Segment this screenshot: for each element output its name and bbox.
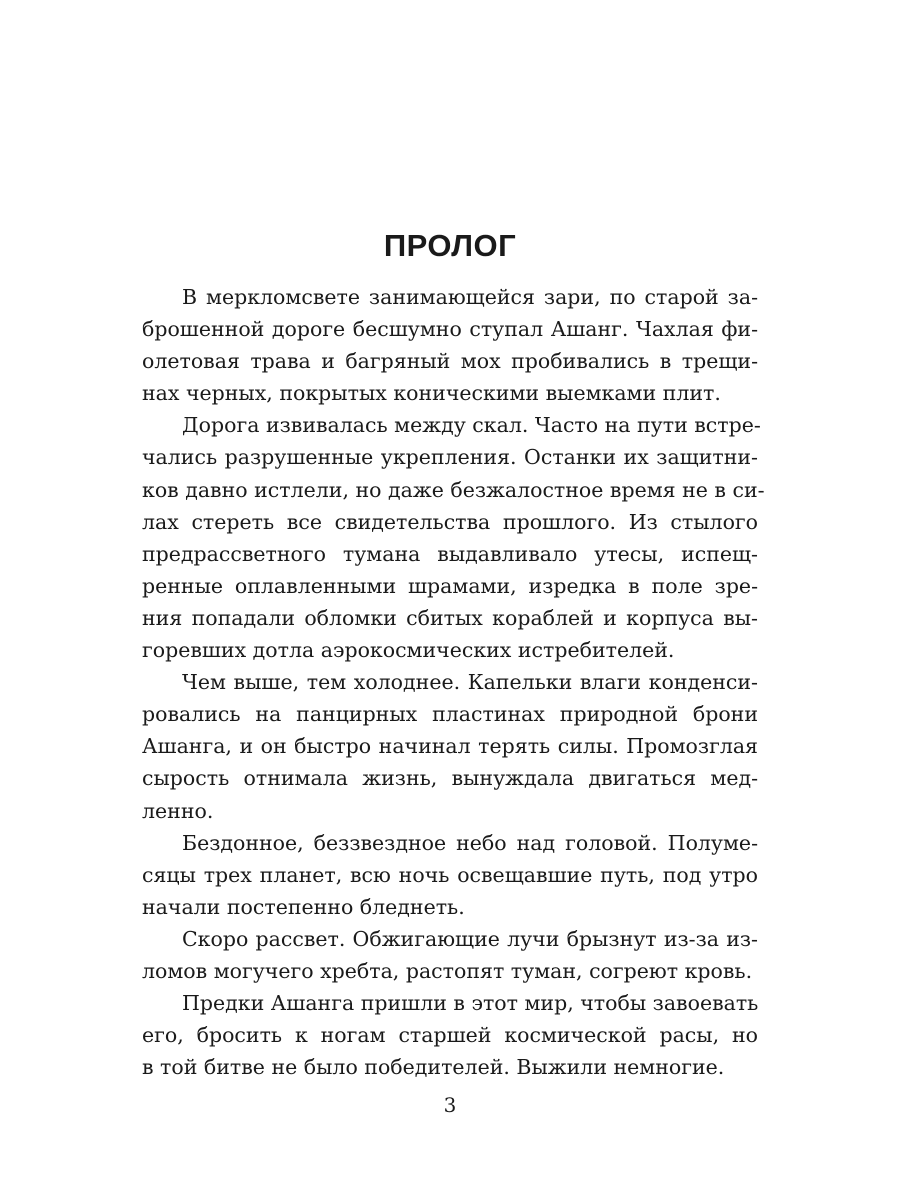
text-line: Скоро рассвет. Обжигающие лучи брызнут из-за из- xyxy=(182,926,758,951)
text-line: ков давно истлели, но даже безжалостное время не в си- xyxy=(142,477,765,502)
text-line: сяцы трех планет, всю ночь освещавшие путь, под утро xyxy=(142,862,758,887)
text-line: Предки Ашанга пришли в этот мир, чтобы завоевать xyxy=(182,991,759,1016)
text-line: олетовая трава и багряный мох пробивались в трещи- xyxy=(142,349,758,374)
text-line: его, бросить к ногам старшей космической расы, но xyxy=(142,1023,758,1048)
text-line: в той битве не было победителей. Выжили немногие. xyxy=(142,1055,725,1080)
text-line: Чем выше, тем холоднее. Капельки влаги конденси- xyxy=(182,670,758,695)
text-line: нах черных, покрытых коническими выемками плит. xyxy=(142,381,721,406)
text-line: ленно. xyxy=(142,798,214,823)
text-line: предрассветного тумана выдавливало утесы, испещ- xyxy=(142,541,758,566)
text-line: горевших дотла аэрокосмических истребителей. xyxy=(142,638,675,663)
text-line: лах стереть все свидетельства прошлого. Из стылого xyxy=(142,509,758,534)
text-line: ния попадали обломки сбитых кораблей и корпуса вы- xyxy=(142,605,758,630)
chapter-title: ПРОЛОГ xyxy=(383,228,517,263)
text-line: брошенной дороге бесшумно ступал Ашанг. Чахлая фи- xyxy=(142,317,758,342)
page-number: 3 xyxy=(443,1093,457,1117)
text-line: Дорога извивалась между скал. Часто на пути встре- xyxy=(182,413,761,438)
text-line: Ашанга, и он быстро начинал терять силы. Промозглая xyxy=(142,734,758,759)
text-line: чались разрушенные укрепления. Останки их защитни- xyxy=(142,445,758,470)
text-line: Бездонное, беззвездное небо над головой. Полуме- xyxy=(182,830,758,855)
text-line: ровались на панцирных пластинах природной брони xyxy=(142,702,758,727)
text-line: В меркломсвете занимающейся зари, по старой за- xyxy=(182,285,758,309)
text-line: ренные оплавленными шрамами, изредка в поле зре- xyxy=(142,573,758,598)
text-line: начали постепенно бледнеть. xyxy=(142,894,465,919)
chapter-body xyxy=(142,281,765,1083)
text-line: ломов могучего хребта, растопят туман, согреют кровь. xyxy=(142,958,753,983)
text-line: сырость отнимала жизнь, вынуждала двигаться мед- xyxy=(142,766,758,791)
